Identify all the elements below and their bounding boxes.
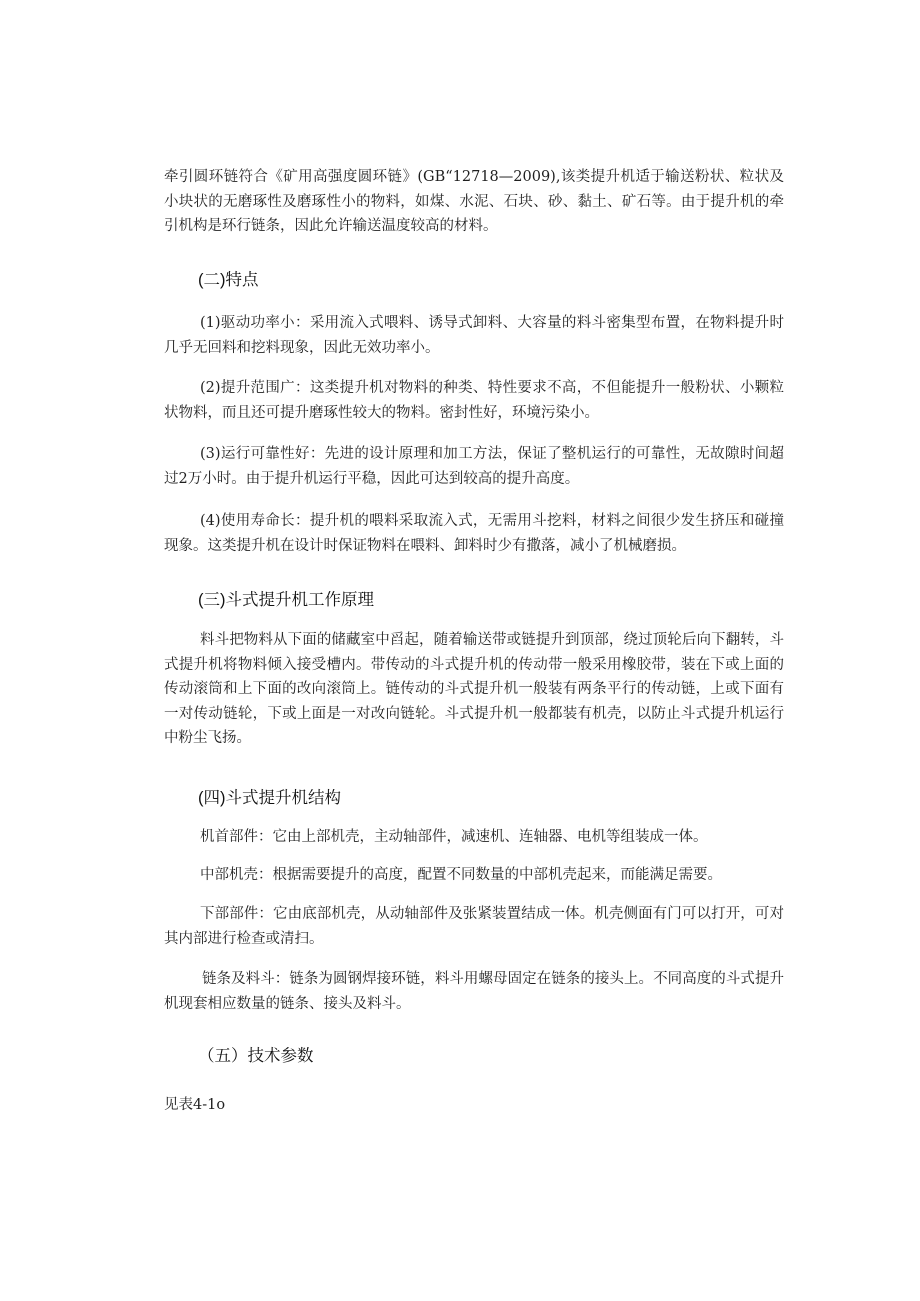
parameters-reference: 见表4-1o [164,1097,226,1113]
structure-item-chain: 链条及料斗：链条为圆钢焊接环链，料斗用螺母固定在链条的接头上。不同高度的斗式提升机现套相应数量的链条、接头及料斗。 [164,971,784,1012]
structure-item-bottom: 下部部件：它由底部机壳，从动轴部件及张紧装置结成一体。机壳侧面有门可以打开，可对其内部进行检查或清扫。 [164,906,784,947]
section-heading-features: (二)特点 [198,271,259,289]
feature-item-2: (2)提升范围广：这类提升机对物料的种类、特性要求不高，不但能提升一般粉状、小颗粒状物料，而且还可提升磨琢性较大的物料。密封性好，环境污染小。 [164,380,784,421]
structure-item-head: 机首部件：它由上部机壳，主动轴部件，减速机、连轴器、电机等组装成一体。 [200,829,708,845]
section-heading-structure: (四)斗式提升机结构 [198,789,341,807]
feature-item-1: (1)驱动功率小：采用流入式喂料、诱导式卸料、大容量的料斗密集型布置，在物料提升时几乎无回料和挖料现象，因此无效功率小。 [164,315,784,356]
feature-item-3: (3)运行可靠性好：先进的设计原理和加工方法，保证了整机运行的可靠性，无故隙时间超过2万小时。由于提升机运行平稳，因此可达到较高的提升高度。 [164,446,784,487]
structure-item-middle: 中部机壳：根据需要提升的高度，配置不同数量的中部机壳起来，而能满足需要。 [200,867,722,883]
feature-item-4: (4)使用寿命长：提升机的喂料采取流入式，无需用斗挖料，材料之间很少发生挤压和碰撞现象。这类提升机在设计时保证物料在喂料、卸料时少有撒落，减小了机械磨损。 [164,513,784,554]
intro-paragraph: 牵引圆环链符合《矿用高强度圆环链》(GB“12718—2009),该类提升机适于输送粉状、粒状及小块状的无磨琢性及磨琢性小的物料，如煤、水泥、石块、砂、黏土、矿石等。由于提升机的牵引机构是环行链条，因此允许输送温度较高的材料。 [164,169,784,234]
principle-paragraph: 料斗把物料从下面的储藏室中舀起，随着输送带或链提升到顶部，绕过顶轮后向下翻转，斗式提升机将物料倾入接受槽内。带传动的斗式提升机的传动带一般采用橡胶带，装在下或上面的传动滚筒和上下面的改向滚筒上。链传动的斗式提升机一般装有两条平行的传动链，上或下面有一对传动链轮，下或上面是一对改向链轮。斗式提升机一般都装有机壳，以防止斗式提升机运行中粉尘飞扬。 [164,632,784,746]
section-heading-parameters: （五）技术参数 [198,1047,314,1065]
section-heading-principle: (三)斗式提升机工作原理 [198,591,374,609]
